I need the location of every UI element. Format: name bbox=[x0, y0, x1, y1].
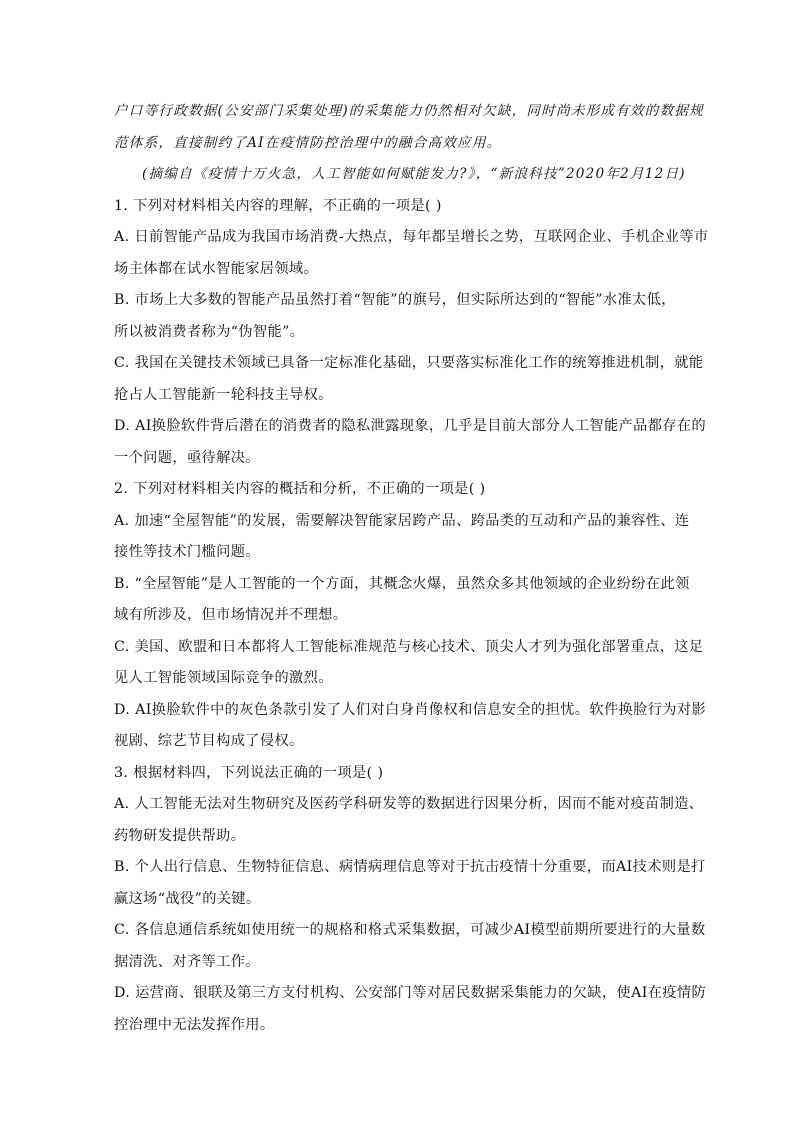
option-line: B. 市场上大多数的智能产品虽然打着“智能”的旗号，但实际所达到的“智能”水准太低， bbox=[114, 292, 676, 308]
document-page bbox=[114, 96, 709, 1041]
option-d bbox=[114, 978, 707, 1041]
option-line: 域有所涉及，但市场情况并不理想。 bbox=[114, 607, 348, 623]
passage-line: 范体系，直接制约了AI在疫情防控治理中的融合高效应用。 bbox=[114, 134, 502, 151]
option-b bbox=[114, 569, 690, 632]
option-line: 所以被消费者称为“伪智能”。 bbox=[114, 323, 305, 340]
question-2 bbox=[114, 474, 707, 758]
option-line: 药物研发提供帮助。 bbox=[114, 827, 246, 844]
option-line: 据清洗、对齐等工作。 bbox=[114, 953, 260, 970]
passage-line: 户口等行政数据(公安部门采集处理)的采集能力仍然相对欠缺，同时尚未形成有效的数据规 bbox=[114, 103, 704, 119]
option-b bbox=[114, 852, 706, 915]
question-stem: 2. 下列对材料相关内容的概括和分析，不正确的一项是( ) bbox=[114, 481, 486, 497]
option-b bbox=[114, 285, 680, 348]
option-a bbox=[114, 789, 704, 852]
option-c bbox=[114, 915, 706, 978]
option-line: A. 日前智能产品成为我国市场消费-大热点，每年都呈增长之势，互联网企业、手机企业等市 bbox=[114, 229, 709, 245]
option-line: 视剧、综艺节目构成了侵权。 bbox=[114, 733, 304, 749]
passage-source: (摘编自《疫情十万火急，人工智能如何赋能发力?》，“新浪科技”2020年2月12日) bbox=[142, 166, 686, 182]
question-stem: 1. 下列对材料相关内容的理解，不正确的一项是( ) bbox=[114, 197, 442, 214]
question-3 bbox=[114, 758, 707, 1042]
option-a bbox=[114, 506, 690, 569]
option-line: 接性等技术门槛问题。 bbox=[114, 544, 260, 560]
option-a bbox=[114, 222, 709, 285]
option-d bbox=[114, 695, 707, 758]
question-stem: 3. 根据材料四，下列说法正确的一项是( ) bbox=[114, 764, 384, 781]
question-1 bbox=[114, 191, 709, 475]
option-line: D. 运营商、银联及第三方支付机构、公安部门等对居民数据采集能力的欠缺，使AI在疫情防 bbox=[114, 985, 707, 1001]
option-line: 见人工智能领域国际竞争的激烈。 bbox=[114, 670, 333, 686]
option-line: D. AI换脸软件背后潜在的消费者的隐私泄露现象，几乎是目前大部分人工智能产品都存在的 bbox=[114, 418, 707, 434]
option-line: 控治理中无法发挥作用。 bbox=[114, 1016, 275, 1033]
option-c bbox=[114, 632, 704, 695]
option-line: C. 美国、欧盟和日本都将人工智能标准规范与核心技术、顶尖人才列为强化部署重点，这足 bbox=[114, 638, 704, 655]
option-line: C. 各信息通信系统如使用统一的规格和格式采集数据，可减少AI模型前期所要进行的大量数 bbox=[114, 922, 706, 938]
option-c bbox=[114, 348, 704, 411]
option-line: 场主体都在试水智能家居领域。 bbox=[114, 260, 319, 277]
option-line: D. AI换脸软件中的灰色条款引发了人们对白身肖像权和信息安全的担忧。软件换脸行为对影 bbox=[114, 701, 707, 718]
option-line: B. 个人出行信息、生物特征信息、病情病理信息等对于抗击疫情十分重要，而AI技术则是打 bbox=[114, 859, 706, 875]
option-line: A. 人工智能无法对生物研究及医药学科研发等的数据进行因果分析，因而不能对疫苗制造、 bbox=[114, 796, 704, 812]
option-d bbox=[114, 411, 707, 474]
option-line: 赢这场“战役”的关键。 bbox=[114, 890, 261, 907]
option-line: 一个问题，亟待解决。 bbox=[114, 449, 260, 466]
option-line: C. 我国在关键技术领域已具备一定标准化基础，只要落实标准化工作的统筹推进机制，就能 bbox=[114, 355, 704, 371]
option-line: 抢占人工智能新一轮科技主导权。 bbox=[114, 386, 333, 403]
option-line: A. 加速“全屋智能”的发展，需要解决智能家居跨产品、跨品类的互动和产品的兼容性、连 bbox=[114, 512, 690, 529]
passage-paragraph bbox=[114, 96, 704, 191]
option-line: B. “全屋智能”是人工智能的一个方面，其概念火爆，虽然众多其他领域的企业纷纷在此领 bbox=[114, 575, 690, 592]
